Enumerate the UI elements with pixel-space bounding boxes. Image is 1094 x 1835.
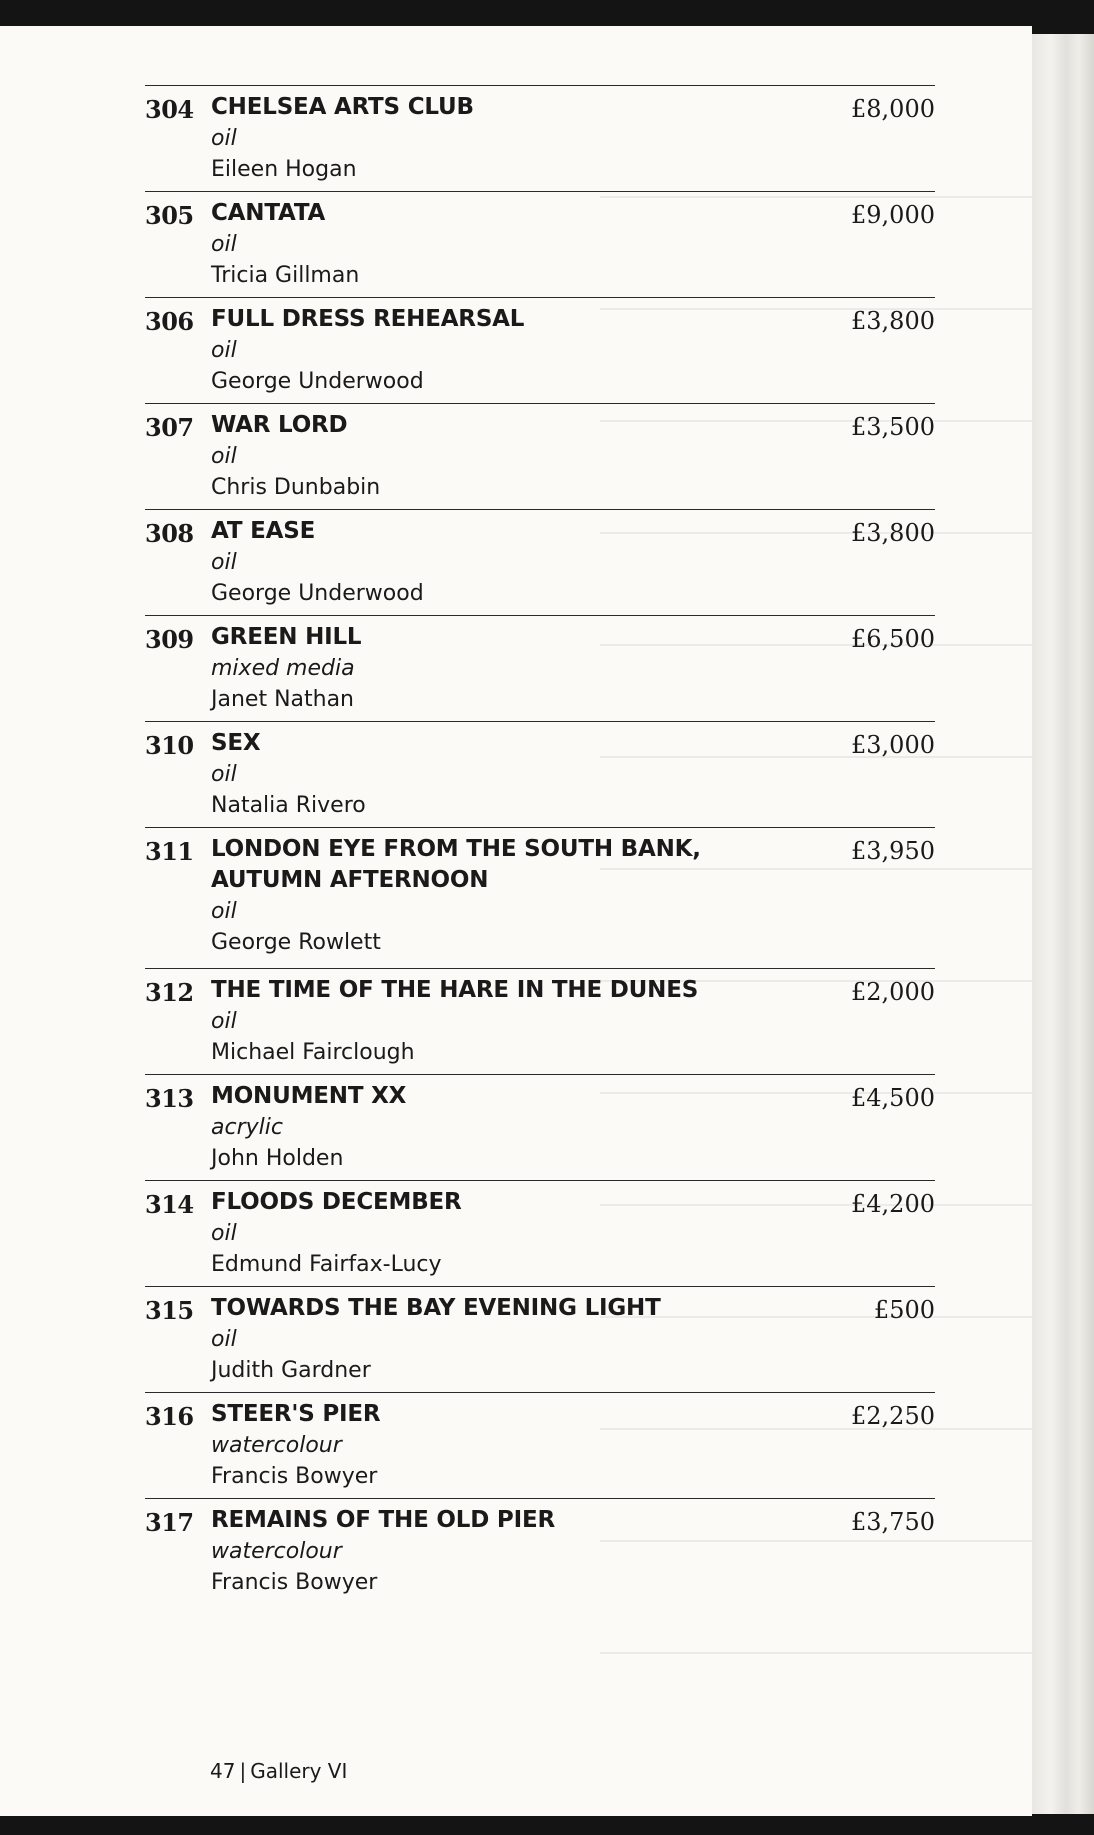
catalogue-page: [0, 26, 1032, 1816]
catalogue-entry: [145, 1180, 935, 1286]
entry-number: 312: [145, 978, 194, 1007]
entry-artist: George Underwood: [211, 581, 424, 606]
entry-price: £500: [873, 1296, 935, 1324]
entry-artist: George Underwood: [211, 369, 424, 394]
entry-artist: George Rowlett: [211, 930, 381, 955]
entry-artist: Natalia Rivero: [211, 793, 366, 818]
entry-title: STEER'S PIER: [211, 1401, 381, 1427]
entry-price: £2,250: [851, 1402, 935, 1430]
entry-price: £6,500: [851, 625, 935, 653]
entry-artist: Judith Gardner: [211, 1358, 371, 1383]
entry-title: CANTATA: [211, 200, 326, 226]
entry-price: £4,500: [851, 1084, 935, 1112]
entry-number: 311: [145, 837, 194, 866]
entry-title: GREEN HILL: [211, 624, 362, 650]
page-number: 47: [210, 1759, 236, 1783]
entry-medium: oil: [211, 232, 237, 257]
catalogue-entry: [145, 297, 935, 403]
catalogue-entry: [145, 1498, 935, 1604]
entry-medium: oil: [211, 1009, 237, 1034]
catalogue-entry: [145, 615, 935, 721]
catalogue-list: [145, 85, 935, 1604]
entry-medium: oil: [211, 444, 237, 469]
entry-price: £3,500: [851, 413, 935, 441]
entry-artist: Michael Fairclough: [211, 1040, 415, 1065]
entry-medium: mixed media: [211, 656, 355, 681]
entry-title: REMAINS OF THE OLD PIER: [211, 1507, 555, 1533]
entry-medium: watercolour: [211, 1433, 342, 1458]
footer-separator: |: [239, 1759, 247, 1783]
entry-price: £9,000: [851, 201, 935, 229]
catalogue-entry: [145, 1392, 935, 1498]
entry-artist: Edmund Fairfax-Lucy: [211, 1252, 442, 1277]
catalogue-entry: [145, 1286, 935, 1392]
entry-number: 313: [145, 1084, 194, 1113]
entry-medium: oil: [211, 338, 237, 363]
entry-price: £8,000: [851, 95, 935, 123]
entry-title: TOWARDS THE BAY EVENING LIGHT: [211, 1295, 661, 1321]
entry-title: LONDON EYE FROM THE SOUTH BANK, AUTUMN AFTERNOON: [211, 836, 701, 893]
entry-medium: oil: [211, 1327, 237, 1352]
entry-medium: oil: [211, 762, 237, 787]
page-footer: [210, 1759, 347, 1783]
entry-medium: watercolour: [211, 1539, 342, 1564]
entry-number: 304: [145, 95, 194, 124]
entry-title: AT EASE: [211, 518, 316, 544]
entry-number: 309: [145, 625, 194, 654]
section-name: Gallery VI: [250, 1759, 348, 1783]
entry-medium: oil: [211, 1221, 237, 1246]
entry-number: 310: [145, 731, 194, 760]
entry-number: 314: [145, 1190, 194, 1219]
entry-title: WAR LORD: [211, 412, 348, 438]
entry-artist: Tricia Gillman: [211, 263, 360, 288]
entry-artist: Eileen Hogan: [211, 157, 357, 182]
entry-number: 315: [145, 1296, 194, 1325]
entry-medium: oil: [211, 550, 237, 575]
entry-price: £3,750: [851, 1508, 935, 1536]
entry-title: MONUMENT XX: [211, 1083, 407, 1109]
page-stack-edge: [1032, 34, 1094, 1814]
entry-medium: oil: [211, 899, 237, 924]
catalogue-entry: [145, 403, 935, 509]
catalogue-entry: [145, 1074, 935, 1180]
entry-artist: Chris Dunbabin: [211, 475, 381, 500]
entry-price: £2,000: [851, 978, 935, 1006]
entry-price: £3,800: [851, 307, 935, 335]
entry-number: 305: [145, 201, 194, 230]
entry-price: £3,000: [851, 731, 935, 759]
catalogue-entry: [145, 191, 935, 297]
catalogue-entry: [145, 509, 935, 615]
catalogue-entry: [145, 968, 935, 1074]
entry-number: 316: [145, 1402, 194, 1431]
entry-artist: Francis Bowyer: [211, 1570, 378, 1595]
catalogue-entry: [145, 827, 935, 968]
entry-medium: oil: [211, 126, 237, 151]
entry-title: CHELSEA ARTS CLUB: [211, 94, 474, 120]
entry-price: £3,800: [851, 519, 935, 547]
entry-number: 307: [145, 413, 194, 442]
entry-price: £3,950: [851, 837, 935, 865]
entry-medium: acrylic: [211, 1115, 283, 1140]
catalogue-entry: [145, 721, 935, 827]
entry-number: 306: [145, 307, 194, 336]
entry-number: 308: [145, 519, 194, 548]
entry-price: £4,200: [851, 1190, 935, 1218]
entry-title: SEX: [211, 730, 261, 756]
entry-artist: John Holden: [211, 1146, 344, 1171]
entry-artist: Francis Bowyer: [211, 1464, 378, 1489]
entry-title: FULL DRESS REHEARSAL: [211, 306, 525, 332]
entry-artist: Janet Nathan: [211, 687, 354, 712]
entry-title: THE TIME OF THE HARE IN THE DUNES: [211, 977, 699, 1003]
entry-number: 317: [145, 1508, 194, 1537]
catalogue-entry: [145, 85, 935, 191]
entry-title: FLOODS DECEMBER: [211, 1189, 462, 1215]
